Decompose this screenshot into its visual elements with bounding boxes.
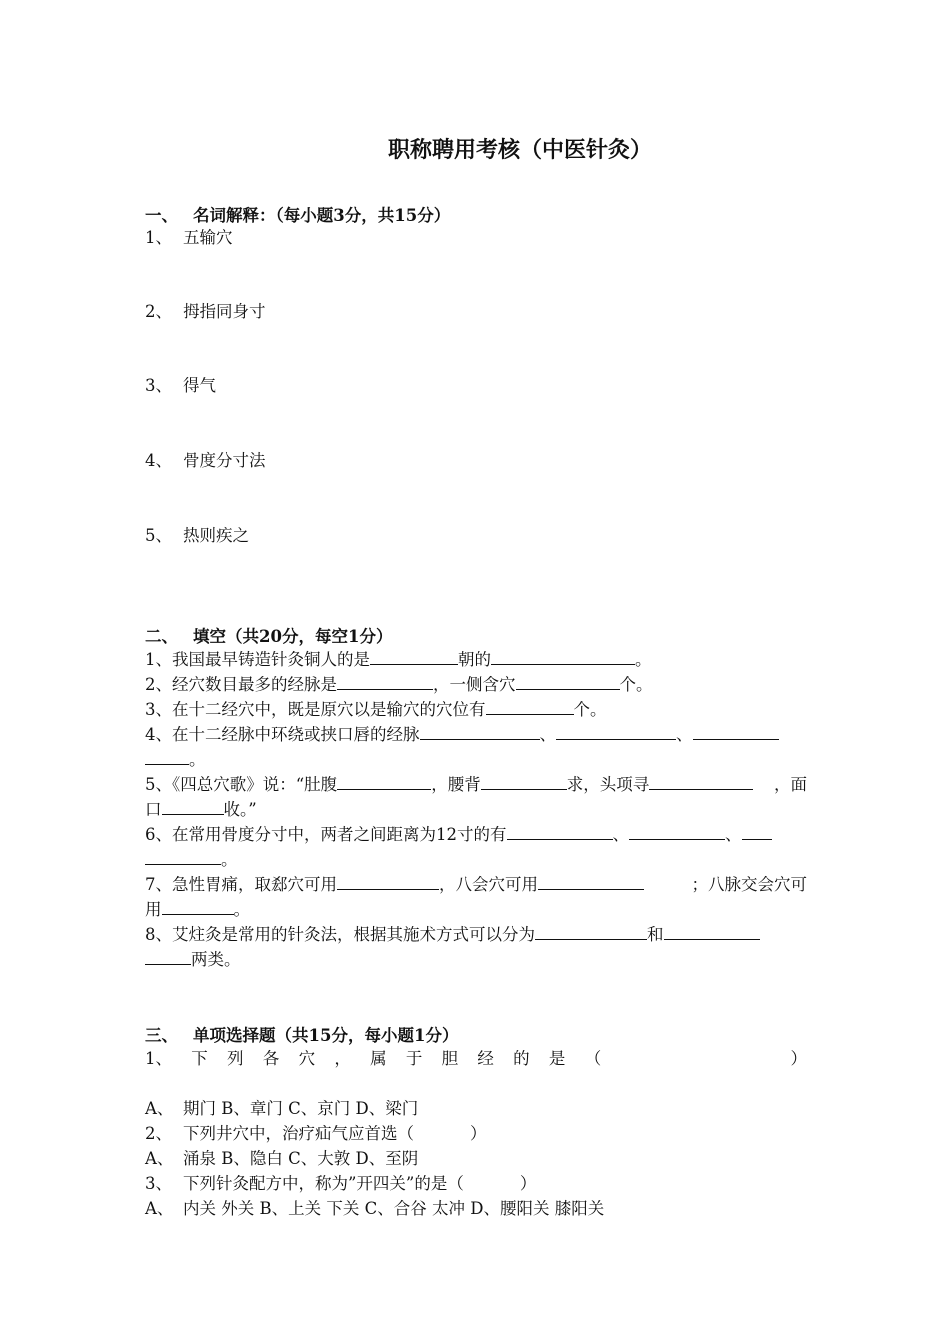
fill-question-5: 5、《四总穴歌》说：“肚腹 ，腰背 求，头项寻 ，面: [145, 775, 807, 794]
term-item: 4、 骨度分寸法: [145, 451, 266, 470]
term-item: 2、 拇指同身寸: [145, 302, 266, 321]
fill-question-1: 1、我国最早铸造针灸铜人的是 朝的 。: [145, 650, 652, 669]
fill-question-5-cont: 口 收。”: [145, 800, 257, 819]
term-item: 5、 热则疾之: [145, 526, 249, 545]
answer-blank[interactable]: [742, 823, 772, 840]
answer-blank[interactable]: [556, 723, 676, 740]
answer-blank[interactable]: [491, 648, 635, 665]
section-number: 一、: [145, 206, 178, 225]
answer-blank[interactable]: [629, 823, 725, 840]
choice-question-2: 2、 下列井穴中，治疗疝气应首选（ ）: [145, 1124, 487, 1143]
fill-question-7: 7、急性胃痛，取郄穴可用 ，八会穴可用 ；八脉交会穴可: [145, 875, 807, 894]
answer-blank[interactable]: [664, 923, 760, 940]
answer-blank[interactable]: [481, 773, 567, 790]
fill-question-7-cont: 用 。: [145, 900, 250, 919]
choice-question-3: 3、 下列针灸配方中，称为”开四关”的是（ ）: [145, 1174, 537, 1193]
term-item: 1、 五输穴: [145, 228, 233, 247]
answer-blank[interactable]: [535, 923, 647, 940]
section-2-heading: 二、 填空（共20分，每空1分）: [145, 627, 393, 646]
page-title: 职称聘用考核（中医针灸）: [387, 137, 652, 163]
choice-options-2: A、 涌泉 B、隐白 C、大敦 D、至阴: [145, 1149, 419, 1168]
answer-blank[interactable]: [145, 748, 189, 765]
fill-question-3: 3、在十二经穴中，既是原穴以是输穴的穴位有 个。: [145, 700, 607, 719]
section-1-heading: [145, 202, 450, 226]
choice-options-3: A、 内关 外关 B、上关 下关 C、合谷 太冲 D、腰阳关 膝阳关: [145, 1199, 605, 1218]
answer-blank[interactable]: [516, 673, 620, 690]
answer-blank[interactable]: [337, 773, 431, 790]
section-title: 名词解释：（每小题3分，共15分）: [193, 206, 451, 225]
fill-question-2: 2、经穴数目最多的经脉是 ，一侧含穴 个。: [145, 675, 653, 694]
fill-question-4-cont: 。: [145, 748, 807, 772]
answer-blank[interactable]: [145, 948, 191, 965]
fill-question-6-cont: 。: [145, 848, 807, 872]
fill-question-8: 8、艾炷灸是常用的针灸法，根据其施术方式可以分为 和: [145, 923, 807, 947]
fill-question-8-cont: 两类。: [145, 948, 807, 972]
answer-blank[interactable]: [693, 723, 779, 740]
answer-blank[interactable]: [337, 673, 433, 690]
answer-blank[interactable]: [370, 648, 458, 665]
answer-blank[interactable]: [337, 873, 439, 890]
answer-blank[interactable]: [145, 848, 221, 865]
fill-question-6: 6、在常用骨度分寸中，两者之间距离为12寸的有 、 、: [145, 823, 807, 847]
answer-blank[interactable]: [649, 773, 753, 790]
fill-question-4: 4、在十二经脉中环绕或挟口唇的经脉 、 、: [145, 723, 807, 747]
choice-options-1: A、 期门 B、章门 C、京门 D、梁门: [145, 1099, 419, 1118]
answer-blank[interactable]: [162, 798, 224, 815]
section-3-heading: 三、 单项选择题（共15分，每小题1分）: [145, 1026, 459, 1045]
answer-blank[interactable]: [162, 898, 234, 915]
answer-blank[interactable]: [420, 723, 540, 740]
term-item: 3、 得气: [145, 376, 216, 395]
answer-blank[interactable]: [507, 823, 613, 840]
choice-question-1: 1、 下 列 各 穴 ， 属 于 胆 经 的 是 （ ）: [145, 1049, 807, 1068]
answer-blank[interactable]: [486, 698, 574, 715]
answer-blank[interactable]: [538, 873, 644, 890]
